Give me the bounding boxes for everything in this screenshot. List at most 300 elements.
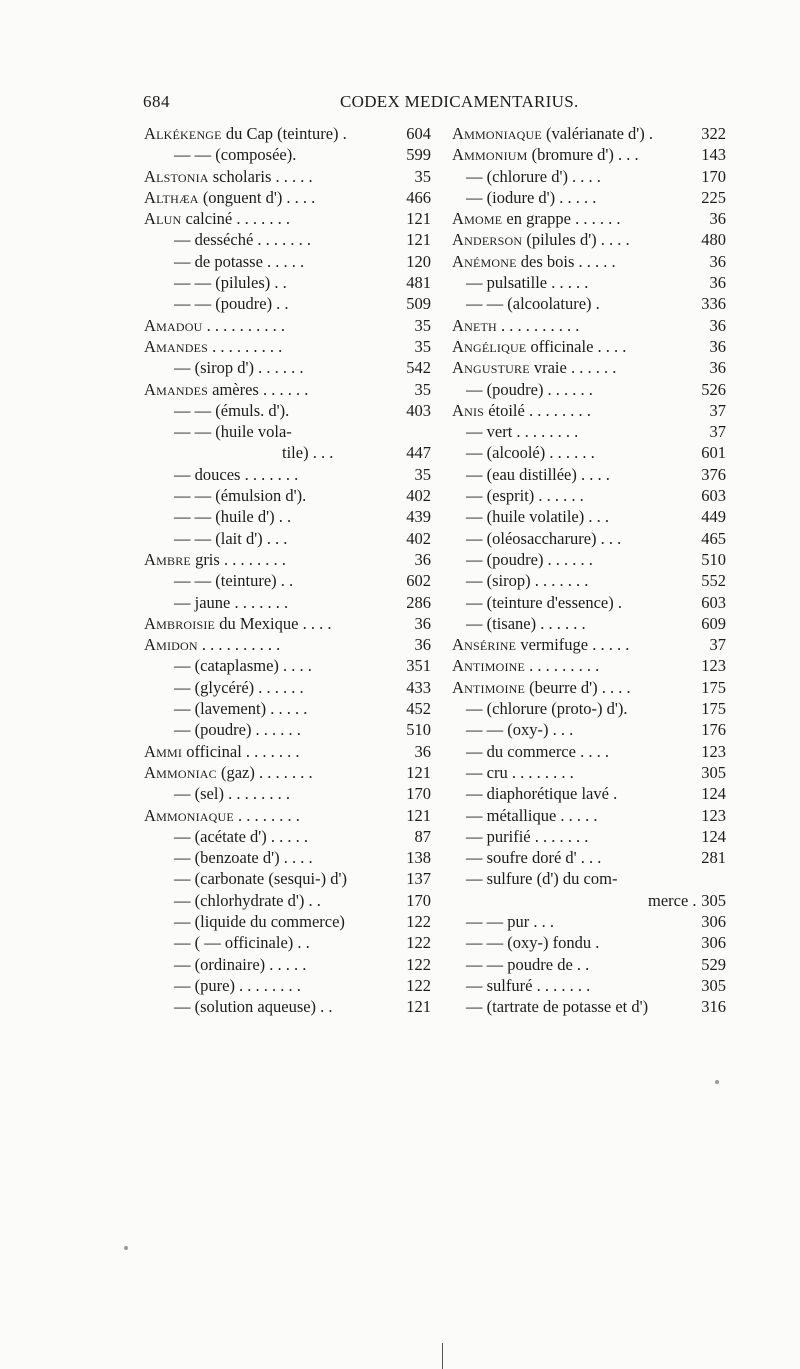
index-page-ref: 122: [406, 975, 431, 995]
index-page-ref: 36: [414, 549, 431, 569]
index-entry-detail: — (tisane) . . . . . .: [466, 613, 586, 633]
index-term: Antimoine: [452, 677, 526, 697]
index-entry-text: [144, 890, 402, 911]
index-term: Alun: [144, 209, 182, 229]
index-entry: [452, 868, 726, 889]
index-entry-text: [452, 166, 697, 187]
index-entry: [452, 932, 726, 953]
index-entry-text: [452, 741, 697, 762]
index-entry: [452, 251, 726, 272]
index-entry-text: [144, 975, 402, 996]
index-entry-text: [452, 975, 697, 996]
index-page-ref: 138: [406, 848, 431, 868]
index-page-ref: 306: [701, 911, 726, 931]
index-entry: [452, 762, 726, 783]
index-entry-detail: — pulsatille . . . . .: [466, 273, 589, 293]
index-entry-detail: — — (alcoolature) .: [466, 294, 600, 314]
index-entry-text: [452, 847, 697, 868]
index-entry-detail: étoilé . . . . . . . .: [484, 400, 591, 420]
index-entry-detail: — cru . . . . . . . .: [466, 762, 574, 782]
index-page-ref: 123: [701, 741, 726, 761]
index-entry: [452, 570, 726, 591]
index-entry-detail: — — (émulsion d').: [174, 486, 307, 506]
index-entry: [144, 336, 431, 357]
paper-speck: [124, 1246, 128, 1250]
index-entry-text: [144, 805, 402, 826]
index-term: Althæa: [144, 187, 199, 207]
index-entry-detail: tile) . . .: [282, 443, 334, 463]
index-entry-text: [144, 442, 402, 463]
index-page-ref: 510: [406, 720, 431, 740]
index-entry: [452, 826, 726, 847]
index-entry: [144, 400, 431, 421]
index-entry-text: [452, 229, 697, 250]
index-page-ref: 121: [406, 805, 431, 825]
index-entry-detail: . . . . . . . . .: [208, 336, 283, 356]
index-entry-text: [452, 315, 706, 336]
index-page-ref: 281: [701, 848, 726, 868]
index-entry: [452, 954, 726, 975]
index-entry-text: [452, 123, 697, 144]
index-entry-detail: — (iodure d') . . . . .: [466, 187, 597, 207]
index-term: Aneth: [452, 315, 497, 335]
index-entry: [452, 975, 726, 996]
index-entry-detail: — — (oxy-) . . .: [466, 720, 574, 740]
index-entry-detail: — métallique . . . . .: [466, 805, 598, 825]
index-page-ref: 124: [701, 826, 726, 846]
index-entry: [452, 677, 726, 698]
index-entry: [452, 719, 726, 740]
index-page-ref: 36: [414, 635, 431, 655]
index-entry: [144, 719, 431, 740]
index-page-ref: 123: [701, 656, 726, 676]
index-page-ref: 121: [406, 997, 431, 1017]
index-entry-detail: — — (huile d') . .: [174, 507, 292, 527]
index-entry-text: [452, 379, 697, 400]
index-term: Antimoine: [452, 656, 526, 676]
index-entry-detail: — — (pilules) . .: [174, 273, 287, 293]
index-page-ref: 120: [406, 251, 431, 271]
index-entry-text: [144, 208, 402, 229]
index-entry: [144, 932, 431, 953]
right-index-column: [452, 123, 726, 1017]
index-entry: [144, 655, 431, 676]
index-page-ref: 137: [406, 869, 431, 889]
index-page-ref: 449: [701, 507, 726, 527]
index-page-ref: 225: [701, 187, 726, 207]
index-entry: [144, 421, 431, 442]
index-page-ref: 316: [701, 997, 726, 1017]
index-page-ref: 35: [414, 379, 431, 399]
index-entry-detail: — (esprit) . . . . . .: [466, 486, 584, 506]
index-entry-text: [452, 506, 697, 527]
index-entry-detail: . . . . . . . . . .: [496, 315, 580, 335]
index-entry-text: [452, 400, 706, 421]
index-entry: [452, 229, 726, 250]
index-entry-detail: — purifié . . . . . . .: [466, 826, 589, 846]
index-page-ref: 305: [701, 762, 726, 782]
index-entry: [452, 336, 726, 357]
index-entry: [144, 229, 431, 250]
index-page-ref: 176: [701, 720, 726, 740]
index-entry: [144, 144, 431, 165]
index-entry-detail: gris . . . . . . . .: [190, 549, 286, 569]
left-index-column: [144, 123, 431, 1017]
index-entry-text: [144, 506, 402, 527]
index-entry-detail: — (glycéré) . . . . . .: [174, 677, 304, 697]
index-entry-detail: — desséché . . . . . . .: [174, 230, 312, 250]
index-page-ref: 509: [406, 294, 431, 314]
index-entry-detail: du Cap (teinture) .: [221, 124, 347, 143]
index-entry: [144, 272, 431, 293]
index-entry: [144, 698, 431, 719]
index-entry-text: [452, 698, 697, 719]
index-entry-detail: vermifuge . . . . .: [516, 635, 630, 655]
index-entry-text: [144, 229, 402, 250]
index-entry: [452, 549, 726, 570]
index-entry: [144, 187, 431, 208]
index-entry-text: [452, 421, 706, 442]
index-page-ref: 403: [406, 400, 431, 420]
index-term: Anderson: [452, 230, 523, 250]
index-page-ref: 402: [406, 528, 431, 548]
index-entry-text: [452, 570, 697, 591]
index-entry-detail: (pilules d') . . . .: [522, 230, 630, 250]
index-entry-text: [452, 613, 697, 634]
index-page-ref: 376: [701, 464, 726, 484]
index-page-ref: 36: [709, 273, 726, 293]
index-entry-text: [144, 613, 411, 634]
index-entry: [452, 464, 726, 485]
index-entry-text: [452, 868, 722, 889]
index-entry-detail: . . . . . . . . . .: [202, 315, 285, 335]
index-entry-detail: (valérianate d') .: [541, 124, 653, 143]
index-page-ref: 351: [406, 656, 431, 676]
index-page-ref: 447: [406, 443, 431, 463]
index-entry-text: [452, 549, 697, 570]
index-entry-text: [144, 187, 402, 208]
index-entry-detail: du Mexique . . . .: [215, 613, 332, 633]
index-page-ref: 35: [414, 336, 431, 356]
index-entry-detail: — jaune . . . . . . .: [174, 592, 289, 612]
index-entry: [144, 442, 431, 463]
index-term: Amandes: [144, 379, 208, 399]
index-entry-text: [452, 144, 697, 165]
index-entry-detail: — — (lait d') . . .: [174, 528, 288, 548]
index-entry-detail: — — (émuls. d').: [174, 400, 290, 420]
index-entry: [452, 996, 726, 1017]
index-entry-detail: — soufre doré d' . . .: [466, 848, 602, 868]
index-page-ref: 37: [709, 400, 726, 420]
index-entry-text: [144, 251, 402, 272]
index-entry-text: [144, 549, 411, 570]
index-entry: [452, 166, 726, 187]
index-page-ref: 305: [701, 890, 726, 910]
index-term: Alkékenge: [144, 124, 222, 143]
index-term: Amidon: [144, 635, 198, 655]
index-page-ref: 87: [414, 826, 431, 846]
index-entry-text: [452, 528, 697, 549]
index-page-ref: 35: [414, 166, 431, 186]
index-page-ref: 609: [701, 613, 726, 633]
index-entry-text: [452, 464, 697, 485]
index-page-ref: 36: [709, 209, 726, 229]
index-term: Ansérine: [452, 635, 517, 655]
index-entry: [144, 464, 431, 485]
index-entry-detail: — (ordinaire) . . . . .: [174, 954, 307, 974]
index-page-ref: 36: [709, 251, 726, 271]
index-entry-text: [144, 954, 402, 975]
index-entry-detail: amères . . . . . .: [208, 379, 309, 399]
index-entry: [452, 805, 726, 826]
index-entry-detail: merce .: [648, 890, 697, 910]
index-entry-detail: — (huile volatile) . . .: [466, 507, 609, 527]
index-term: Ammoniaque: [144, 805, 234, 825]
index-entry-detail: — (carbonate (sesqui-) d'): [174, 869, 347, 889]
index-page-ref: 37: [709, 422, 726, 442]
index-entry: [144, 166, 431, 187]
index-entry-detail: — — poudre de . .: [466, 954, 590, 974]
index-page-ref: 122: [406, 933, 431, 953]
index-entry-detail: des bois . . . . .: [516, 251, 616, 271]
index-entry-text: [144, 400, 402, 421]
index-entry: [144, 634, 431, 655]
index-page-ref: 542: [406, 358, 431, 378]
index-entry-text: [452, 762, 697, 783]
index-entry: [144, 528, 431, 549]
index-entry-detail: — — pur . . .: [466, 911, 554, 931]
index-term: Angélique: [452, 336, 527, 356]
index-page-ref: 37: [709, 635, 726, 655]
index-page-ref: 433: [406, 677, 431, 697]
index-entry: [144, 911, 431, 932]
index-page-ref: 286: [406, 592, 431, 612]
index-entry-detail: en grappe . . . . . .: [502, 209, 621, 229]
index-entry-text: [144, 655, 402, 676]
index-entry: [452, 272, 726, 293]
index-entry: [452, 315, 726, 336]
index-entry: [452, 400, 726, 421]
index-entry: [144, 996, 431, 1017]
index-entry: [144, 847, 431, 868]
index-entry-text: [144, 272, 402, 293]
index-entry-detail: — (sirop) . . . . . . .: [466, 571, 589, 591]
index-entry-text: [144, 698, 402, 719]
index-page-ref: 465: [701, 528, 726, 548]
index-entry: [452, 528, 726, 549]
index-entry: [452, 357, 726, 378]
index-entry: [452, 506, 726, 527]
index-page-ref: 466: [406, 187, 431, 207]
index-entry: [452, 655, 726, 676]
index-entry-text: [144, 315, 411, 336]
index-entry: [144, 293, 431, 314]
index-entry-detail: — (sirop d') . . . . . .: [174, 358, 304, 378]
index-page-ref: 122: [406, 954, 431, 974]
index-term: Ammoniac: [144, 762, 217, 782]
index-entry-detail: — diaphorétique lavé .: [466, 784, 618, 804]
index-term: Ammi: [144, 741, 183, 761]
index-entry: [144, 805, 431, 826]
index-page-ref: 36: [709, 358, 726, 378]
index-entry: [452, 442, 726, 463]
index-entry-detail: vraie . . . . . .: [529, 358, 617, 378]
index-entry-text: [144, 932, 402, 953]
index-entry-text: [144, 528, 402, 549]
index-page-ref: 526: [701, 379, 726, 399]
index-entry: [144, 123, 431, 144]
index-entry-detail: — (cataplasme) . . . .: [174, 656, 312, 676]
index-entry: [452, 634, 726, 655]
index-entry-detail: . . . . . . . . .: [525, 656, 600, 676]
index-page-ref: 599: [406, 145, 431, 165]
index-page-ref: 35: [414, 315, 431, 335]
index-entry-text: [144, 826, 411, 847]
index-entry: [452, 890, 726, 911]
index-page-ref: 143: [701, 145, 726, 165]
index-entry-detail: — (eau distillée) . . . .: [466, 464, 610, 484]
index-page-ref: 402: [406, 486, 431, 506]
index-entry-detail: — (chlorhydrate d') . .: [174, 890, 321, 910]
index-entry: [144, 506, 431, 527]
index-entry: [144, 315, 431, 336]
index-entry-detail: calciné . . . . . . .: [181, 209, 290, 229]
index-entry-text: [452, 719, 697, 740]
index-term: Ammonium: [452, 145, 528, 165]
index-entry: [144, 826, 431, 847]
index-page-ref: 480: [701, 230, 726, 250]
index-entry: [144, 251, 431, 272]
index-entry-detail: (gaz) . . . . . . .: [216, 762, 313, 782]
index-entry-text: [452, 655, 697, 676]
index-entry: [144, 783, 431, 804]
index-entry-text: [144, 123, 402, 144]
index-entry-detail: — ( — officinale) . .: [174, 933, 310, 953]
index-entry: [144, 677, 431, 698]
index-entry-detail: — — (teinture) . .: [174, 571, 294, 591]
index-entry: [452, 613, 726, 634]
index-page-ref: 322: [701, 124, 726, 143]
index-page-ref: 452: [406, 699, 431, 719]
index-entry: [144, 357, 431, 378]
index-entry-detail: — de potasse . . . . .: [174, 251, 305, 271]
index-entry: [144, 549, 431, 570]
index-page-ref: 35: [414, 464, 431, 484]
paper-speck: [715, 1080, 719, 1084]
index-entry-detail: — (chlorure d') . . . .: [466, 166, 601, 186]
index-term: Amandes: [144, 336, 208, 356]
index-term: Angusture: [452, 358, 530, 378]
page-header: [0, 92, 800, 116]
index-entry-text: [452, 442, 697, 463]
index-page-ref: 170: [406, 784, 431, 804]
index-page-ref: 36: [414, 741, 431, 761]
index-entry-text: [452, 208, 706, 229]
index-entry-detail: — du commerce . . . .: [466, 741, 609, 761]
index-entry-text: [144, 847, 402, 868]
index-entry-text: [452, 805, 697, 826]
index-term: Alstonia: [144, 166, 209, 186]
index-entry-text: [144, 357, 402, 378]
index-entry: [144, 592, 431, 613]
index-entry: [452, 847, 726, 868]
index-entry-text: [144, 677, 402, 698]
index-entry-text: [144, 570, 402, 591]
index-entry: [452, 783, 726, 804]
index-entry: [144, 762, 431, 783]
index-entry: [144, 485, 431, 506]
index-entry: [452, 123, 726, 144]
index-entry-detail: — (acétate d') . . . . .: [174, 826, 308, 846]
index-entry-detail: . . . . . . . .: [233, 805, 300, 825]
index-entry-text: [144, 741, 411, 762]
index-page-ref: 175: [701, 699, 726, 719]
index-entry-detail: (onguent d') . . . .: [198, 187, 316, 207]
index-entry-detail: officinal . . . . . . .: [182, 741, 300, 761]
index-entry-text: [144, 166, 411, 187]
index-entry-detail: — (poudre) . . . . . .: [466, 549, 593, 569]
index-entry: [452, 293, 726, 314]
index-entry: [144, 975, 431, 996]
index-entry: [144, 613, 431, 634]
index-page-ref: 603: [701, 592, 726, 612]
index-entry-detail: — (alcoolé) . . . . . .: [466, 443, 595, 463]
index-entry-text: [452, 272, 706, 293]
index-entry-text: [452, 677, 697, 698]
index-page-ref: 121: [406, 230, 431, 250]
index-entry: [144, 741, 431, 762]
index-entry-detail: — (liquide du commerce): [174, 911, 345, 931]
index-term: Ammoniaque: [452, 124, 542, 143]
index-entry-text: [144, 634, 411, 655]
index-entry-text: [452, 251, 706, 272]
index-page-ref: 124: [701, 784, 726, 804]
index-entry-text: [144, 783, 402, 804]
index-page-ref: 604: [406, 124, 431, 143]
index-entry-detail: — (lavement) . . . . .: [174, 699, 308, 719]
index-entry: [144, 570, 431, 591]
index-entry: [144, 379, 431, 400]
index-page-ref: 552: [701, 571, 726, 591]
index-entry: [452, 379, 726, 400]
index-entry-text: [144, 293, 402, 314]
index-entry-detail: — (tartrate de potasse et d'): [466, 997, 649, 1017]
index-entry-text: [144, 421, 427, 442]
index-page-ref: 122: [406, 911, 431, 931]
index-entry-detail: — douces . . . . . . .: [174, 464, 299, 484]
index-entry: [452, 485, 726, 506]
index-page-ref: 170: [406, 890, 431, 910]
index-term: Amome: [452, 209, 503, 229]
index-entry-detail: — (sel) . . . . . . . .: [174, 784, 290, 804]
index-entry-text: [452, 485, 697, 506]
index-term: Anémone: [452, 251, 517, 271]
index-entry-text: [452, 996, 697, 1017]
index-entry-text: [452, 592, 697, 613]
index-entry-text: [144, 144, 402, 165]
index-page-ref: 305: [701, 975, 726, 995]
index-entry-text: [144, 996, 402, 1017]
index-entry: [452, 741, 726, 762]
index-page-ref: 601: [701, 443, 726, 463]
index-page-ref: 36: [414, 613, 431, 633]
index-entry-detail: (bromure d') . . .: [527, 145, 639, 165]
index-entry-detail: — (benzoate d') . . . .: [174, 848, 313, 868]
index-entry-text: [452, 634, 706, 655]
page-number: 684: [143, 92, 170, 111]
index-entry-detail: — vert . . . . . . . .: [466, 422, 579, 442]
index-entry-text: [452, 357, 706, 378]
